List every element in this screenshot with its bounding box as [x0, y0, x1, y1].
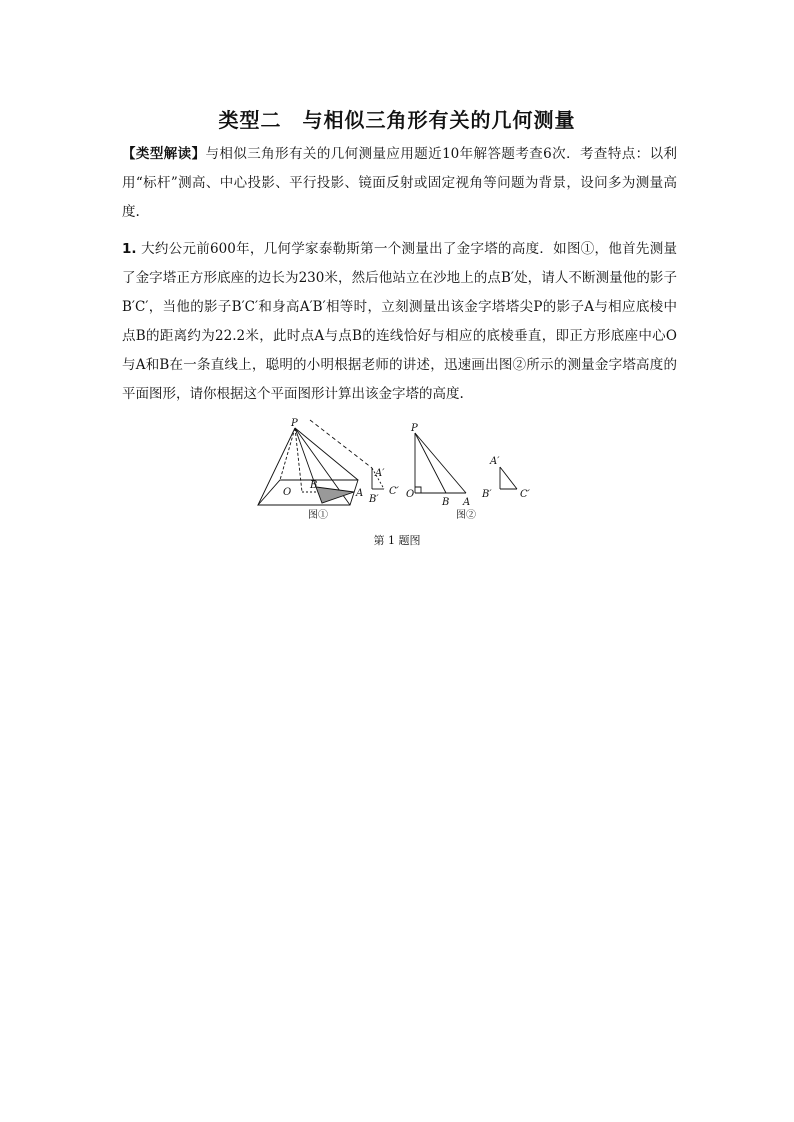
fig2-label-P: P — [411, 423, 418, 434]
segment-A-prime-C-prime — [500, 467, 517, 489]
problem-text: 大约公元前600年，几何学家泰勒斯第一个测量出了金字塔的高度．如图①，他首先测量了金字塔正方形底座的边长为230米，然后他站立在沙地上的点B′处，请人不断测量他的影子B′C′，当他的影子B′C′和身高A′B′相等时，立刻测量出该金字塔塔尖P的影子A与相应底棱中点B的距离约为22.2米，此时点A与点B的连线恰好与相应的底棱垂直，即正方形底座中心O与A和B在一条直线上，聪明的小明根据老师的讲述，迅速画出图②所示的测量金字塔高度的平面图形，请你根据这个平面图形计算出该金字塔的高度. — [122, 241, 677, 402]
fig1-label-A: A — [356, 488, 364, 499]
type-explanation-text: 与相似三角形有关的几何测量应用题近10年解答题考查6次．考查特点：以利用“标杆”测高、中心投影、平行投影、镜面反射或固定视角等问题为背景，设问多为测量高度. — [122, 146, 677, 220]
page-title: 类型二 与相似三角形有关的几何测量 — [218, 108, 576, 132]
problem-figure — [250, 416, 550, 526]
figure-1-label: 图① — [308, 510, 328, 521]
type-explanation — [122, 140, 677, 227]
shadow-region — [316, 487, 354, 503]
fig1-label-C-prime: C′ — [389, 486, 399, 497]
sun-ray — [310, 420, 372, 468]
fig2-label-B: B — [442, 497, 450, 508]
figure-caption: 第 1 题图 — [373, 534, 421, 547]
fig2-label-O: O — [406, 489, 415, 500]
fig2-label-B-prime: B′ — [482, 489, 492, 500]
fig1-label-B-prime: B′ — [369, 494, 379, 505]
fig2-label-A: A — [463, 497, 471, 508]
problem-1 — [122, 235, 677, 409]
problem-number: 1. — [122, 241, 137, 257]
segment-PA — [415, 433, 466, 493]
right-angle-mark — [415, 487, 421, 493]
segment-PB — [415, 433, 446, 493]
fig2-label-A-prime: A′ — [490, 456, 500, 467]
figure-2-plane — [415, 433, 517, 493]
figure-2-label: 图② — [456, 510, 476, 521]
figure-svg — [250, 416, 550, 526]
fig2-label-C-prime: C′ — [520, 489, 530, 500]
fig1-label-A-prime: A′ — [375, 468, 385, 479]
fig1-label-O: O — [283, 487, 292, 498]
fig1-label-B: B — [310, 480, 318, 491]
figure-1-pyramid — [258, 420, 384, 505]
type-explanation-label: 【类型解读】 — [122, 146, 206, 162]
fig1-label-P: P — [291, 418, 298, 429]
